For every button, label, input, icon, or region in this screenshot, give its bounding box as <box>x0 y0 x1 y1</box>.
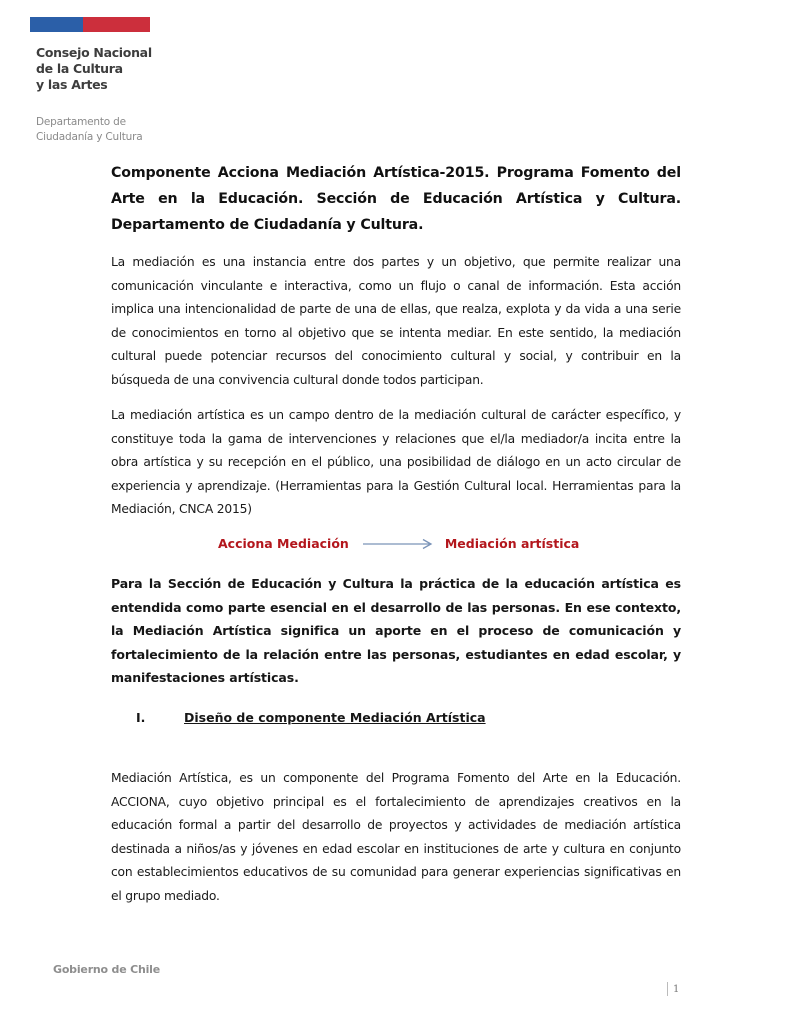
footer-government-logo: Gobierno de Chile <box>53 963 161 976</box>
paragraph-mediation-definition: La mediación es una instancia entre dos partes y un objetivo, que permite realizar una comunicación vinculante e interactiva, como un flujo o canal de información. Esta acción implica una intencionalidad de parte de una de ellas, que realza, explota y da vida a una serie de conocimientos en torno al objetivo que se intenta mediar. En este sentido, la mediación cultural puede potenciar recursos del conocimiento cultural y social, y contribuir en la búsqueda de una convivencia cultural donde todos participan. <box>111 255 681 387</box>
organization-name <box>36 45 152 93</box>
dept-line: Departamento de <box>36 116 126 128</box>
paragraph-component-description: Mediación Artística, es un componente del Programa Fomento del Arte en la Educación. ACCIONA, cuyo objetivo principal es el fortalecimiento de aprendizajes creativos en la educación formal a partir del desarrollo de proyectos y actividades de mediación artística destinada a niños/as y jóvenes en edad escolar en instituciones de arte y cultura en conjunto con establecimientos educativos de su comunidad para generar experiencias significativas en el grupo mediado. <box>111 771 681 903</box>
flow-to-label: Mediación artística <box>444 536 580 551</box>
flag-blue-segment <box>30 17 83 32</box>
department-name <box>36 115 142 145</box>
section-title: Diseño de componente Mediación Artística <box>184 710 486 725</box>
government-flag-bar <box>30 17 150 32</box>
flow-diagram <box>218 536 579 551</box>
document-title: Componente Acciona Mediación Artística-2015. Programa Fomento del Arte en la Educación. Sección de Educación Artística y Cultura. Departamento de Ciudadanía y Cultura. <box>111 165 681 233</box>
paragraph-section-purpose: Para la Sección de Educación y Cultura la práctica de la educación artística es entendida como parte esencial en el desarrollo de las personas. En ese contexto, la Mediación Artística significa un aporte en el proceso de comunicación y fortalecimiento de la relación entre las personas, estudiantes en edad escolar, y manifestaciones artísticas. <box>111 576 681 686</box>
flag-red-segment <box>83 17 150 32</box>
dept-line: Ciudadanía y Cultura <box>36 131 143 143</box>
arrow-right-icon <box>363 538 433 550</box>
section-number: I. <box>136 710 146 725</box>
section-heading <box>136 710 486 725</box>
paragraph-artistic-mediation: La mediación artística es un campo dentro de la mediación cultural de carácter específico, y constituye toda la gama de intervenciones y relaciones que el/la mediador/a incita entre la obra artística y su recepción en el público, una posibilidad de diálogo en un acto circular de experiencia y aprendizaje. (Herramientas para la Gestión Cultural local. Herramientas para la Mediación, CNCA 2015) <box>111 408 681 516</box>
page-number <box>667 982 679 996</box>
flow-from-label: Acciona Mediación <box>218 536 349 551</box>
org-line: de la Cultura <box>36 61 123 76</box>
org-line: y las Artes <box>36 77 108 92</box>
org-line: Consejo Nacional <box>36 45 152 60</box>
page-number-separator <box>667 982 668 996</box>
page-number-value: 1 <box>673 983 680 995</box>
